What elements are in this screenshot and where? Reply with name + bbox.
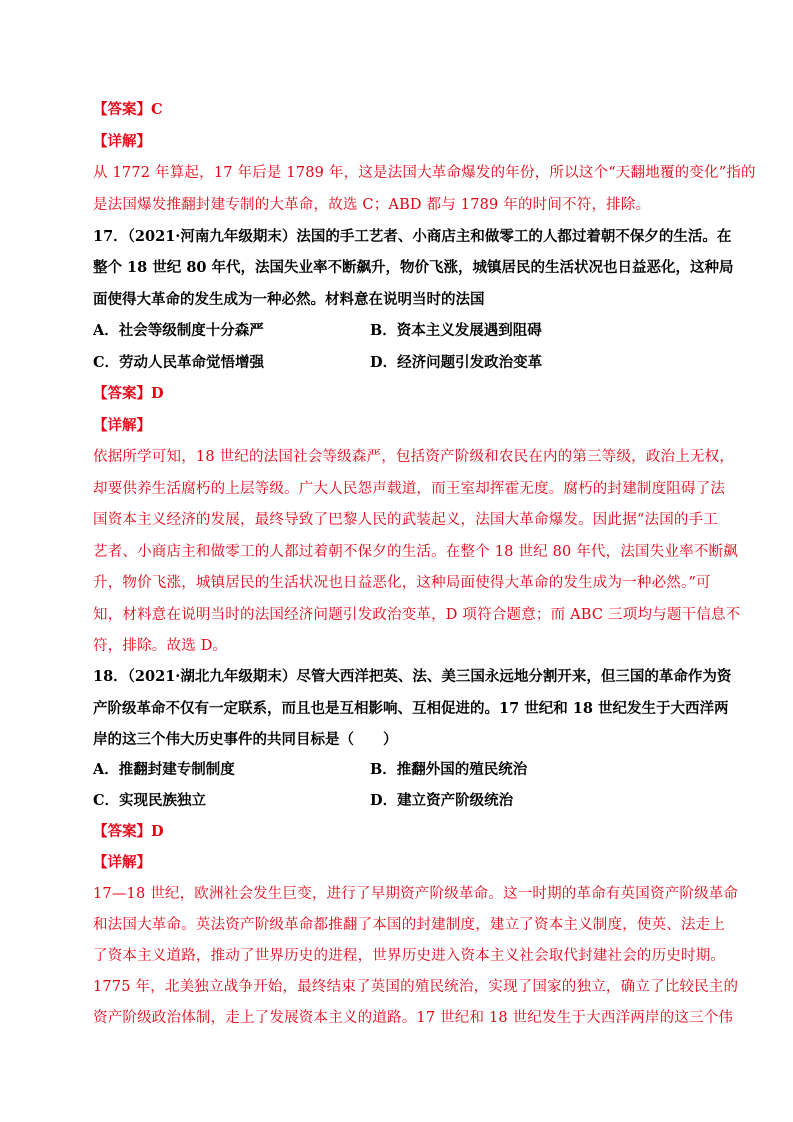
detail-label: 【详解】 <box>93 854 151 871</box>
explanation-line: 符，排除。故选 D。 <box>93 638 228 654</box>
question-17-stem: 整个 18 世纪 80 年代，法国失业率不断飙升，物价飞涨，城镇居民的生活状况也日益恶化，这种局 <box>93 259 734 276</box>
explanation-line: 从 1772 年算起，17 年后是 1789 年，这是法国大革命爆发的年份，所以这个“天翻地覆的变化”指的 <box>93 165 756 181</box>
explanation-line: 是法国爆发推翻封建专制的大革命，故选 C；ABD 都与 1789 年的时间不符，排除。 <box>93 197 651 213</box>
q18-option-a: A．推翻封建专制制度 <box>93 761 235 778</box>
explanation-line: 依据所学可知，18 世纪的法国社会等级森严，包括资产阶级和农民在内的第三等级，政治上无权， <box>93 449 735 465</box>
detail-label: 【详解】 <box>93 417 151 434</box>
question-18-stem: 18．（2021·湖北九年级期末）尽管大西洋把英、法、美三国永远地分割开来，但三国的革命作为资 <box>93 668 732 685</box>
q17-option-d: D．经济问题引发政治变革 <box>370 354 543 371</box>
q18-option-c: C．实现民族独立 <box>93 792 207 809</box>
q18-option-d: D．建立资产阶级统治 <box>370 792 514 809</box>
explanation-line: 艺者、小商店主和做零工的人都过着朝不保夕的生活。在整个 18 世纪 80 年代，法国失业率不断飙 <box>93 544 738 560</box>
q17-option-c: C．劳动人民革命觉悟增强 <box>93 354 265 371</box>
explanation-line: 1775 年，北美独立战争开始，最终结束了英国的殖民统治，实现了国家的独立，确立了比较民主的 <box>93 979 739 995</box>
question-18-stem: 产阶级革命不仅有一定联系，而且也是互相影响、互相促进的。17 世纪和 18 世纪发生于大西洋两 <box>93 700 729 717</box>
question-17-stem: 面使得大革命的发生成为一种必然。材料意在说明当时的法国 <box>93 291 485 308</box>
explanation-line: 了资本主义道路，推动了世界历史的进程，世界历史进入资本主义社会取代封建社会的历史时期。 <box>93 948 726 964</box>
explanation-line: 知，材料意在说明当时的法国经济问题引发政治变革，D 项符合题意；而 ABC 三项均与题干信息不 <box>93 607 741 623</box>
explanation-line: 却要供养生活腐朽的上层等级。广大人民怨声载道，而王室却挥霍无度。腐朽的封建制度阻碍了法 <box>93 481 726 497</box>
q17-option-b: B．资本主义发展遇到阻碍 <box>370 322 542 339</box>
q18-option-b: B．推翻外国的殖民统治 <box>370 761 528 778</box>
answer-label: 【答案】C <box>93 101 163 118</box>
explanation-line: 国资本主义经济的发展，最终导致了巴黎人民的武装起义，法国大革命爆发。因此据“法国的手工 <box>93 512 719 528</box>
question-18-stem: 岸的这三个伟大历史事件的共同目标是（ ） <box>93 731 398 748</box>
q17-option-a: A．社会等级制度十分森严 <box>93 322 264 339</box>
explanation-line: 升，物价飞涨，城镇居民的生活状况也日益恶化，这种局面使得大革命的发生成为一种必然。”可 <box>93 575 711 591</box>
answer-label: 【答案】D <box>93 385 164 402</box>
explanation-line: 资产阶级政治体制，走上了发展资本主义的道路。17 世纪和 18 世纪发生于大西洋两岸的这三个伟 <box>93 1010 734 1026</box>
answer-label: 【答案】D <box>93 823 164 840</box>
detail-label: 【详解】 <box>93 133 151 150</box>
explanation-line: 和法国大革命。英法资产阶级革命都推翻了本国的封建制度，建立了资本主义制度，使英、法走上 <box>93 917 726 933</box>
explanation-line: 17—18 世纪，欧洲社会发生巨变，进行了早期资产阶级革命。这一时期的革命有英国资产阶级革命 <box>93 886 739 902</box>
question-17-stem: 17．（2021·河南九年级期末）法国的手工艺者、小商店主和做零工的人都过着朝不保夕的生活。在 <box>93 228 732 245</box>
